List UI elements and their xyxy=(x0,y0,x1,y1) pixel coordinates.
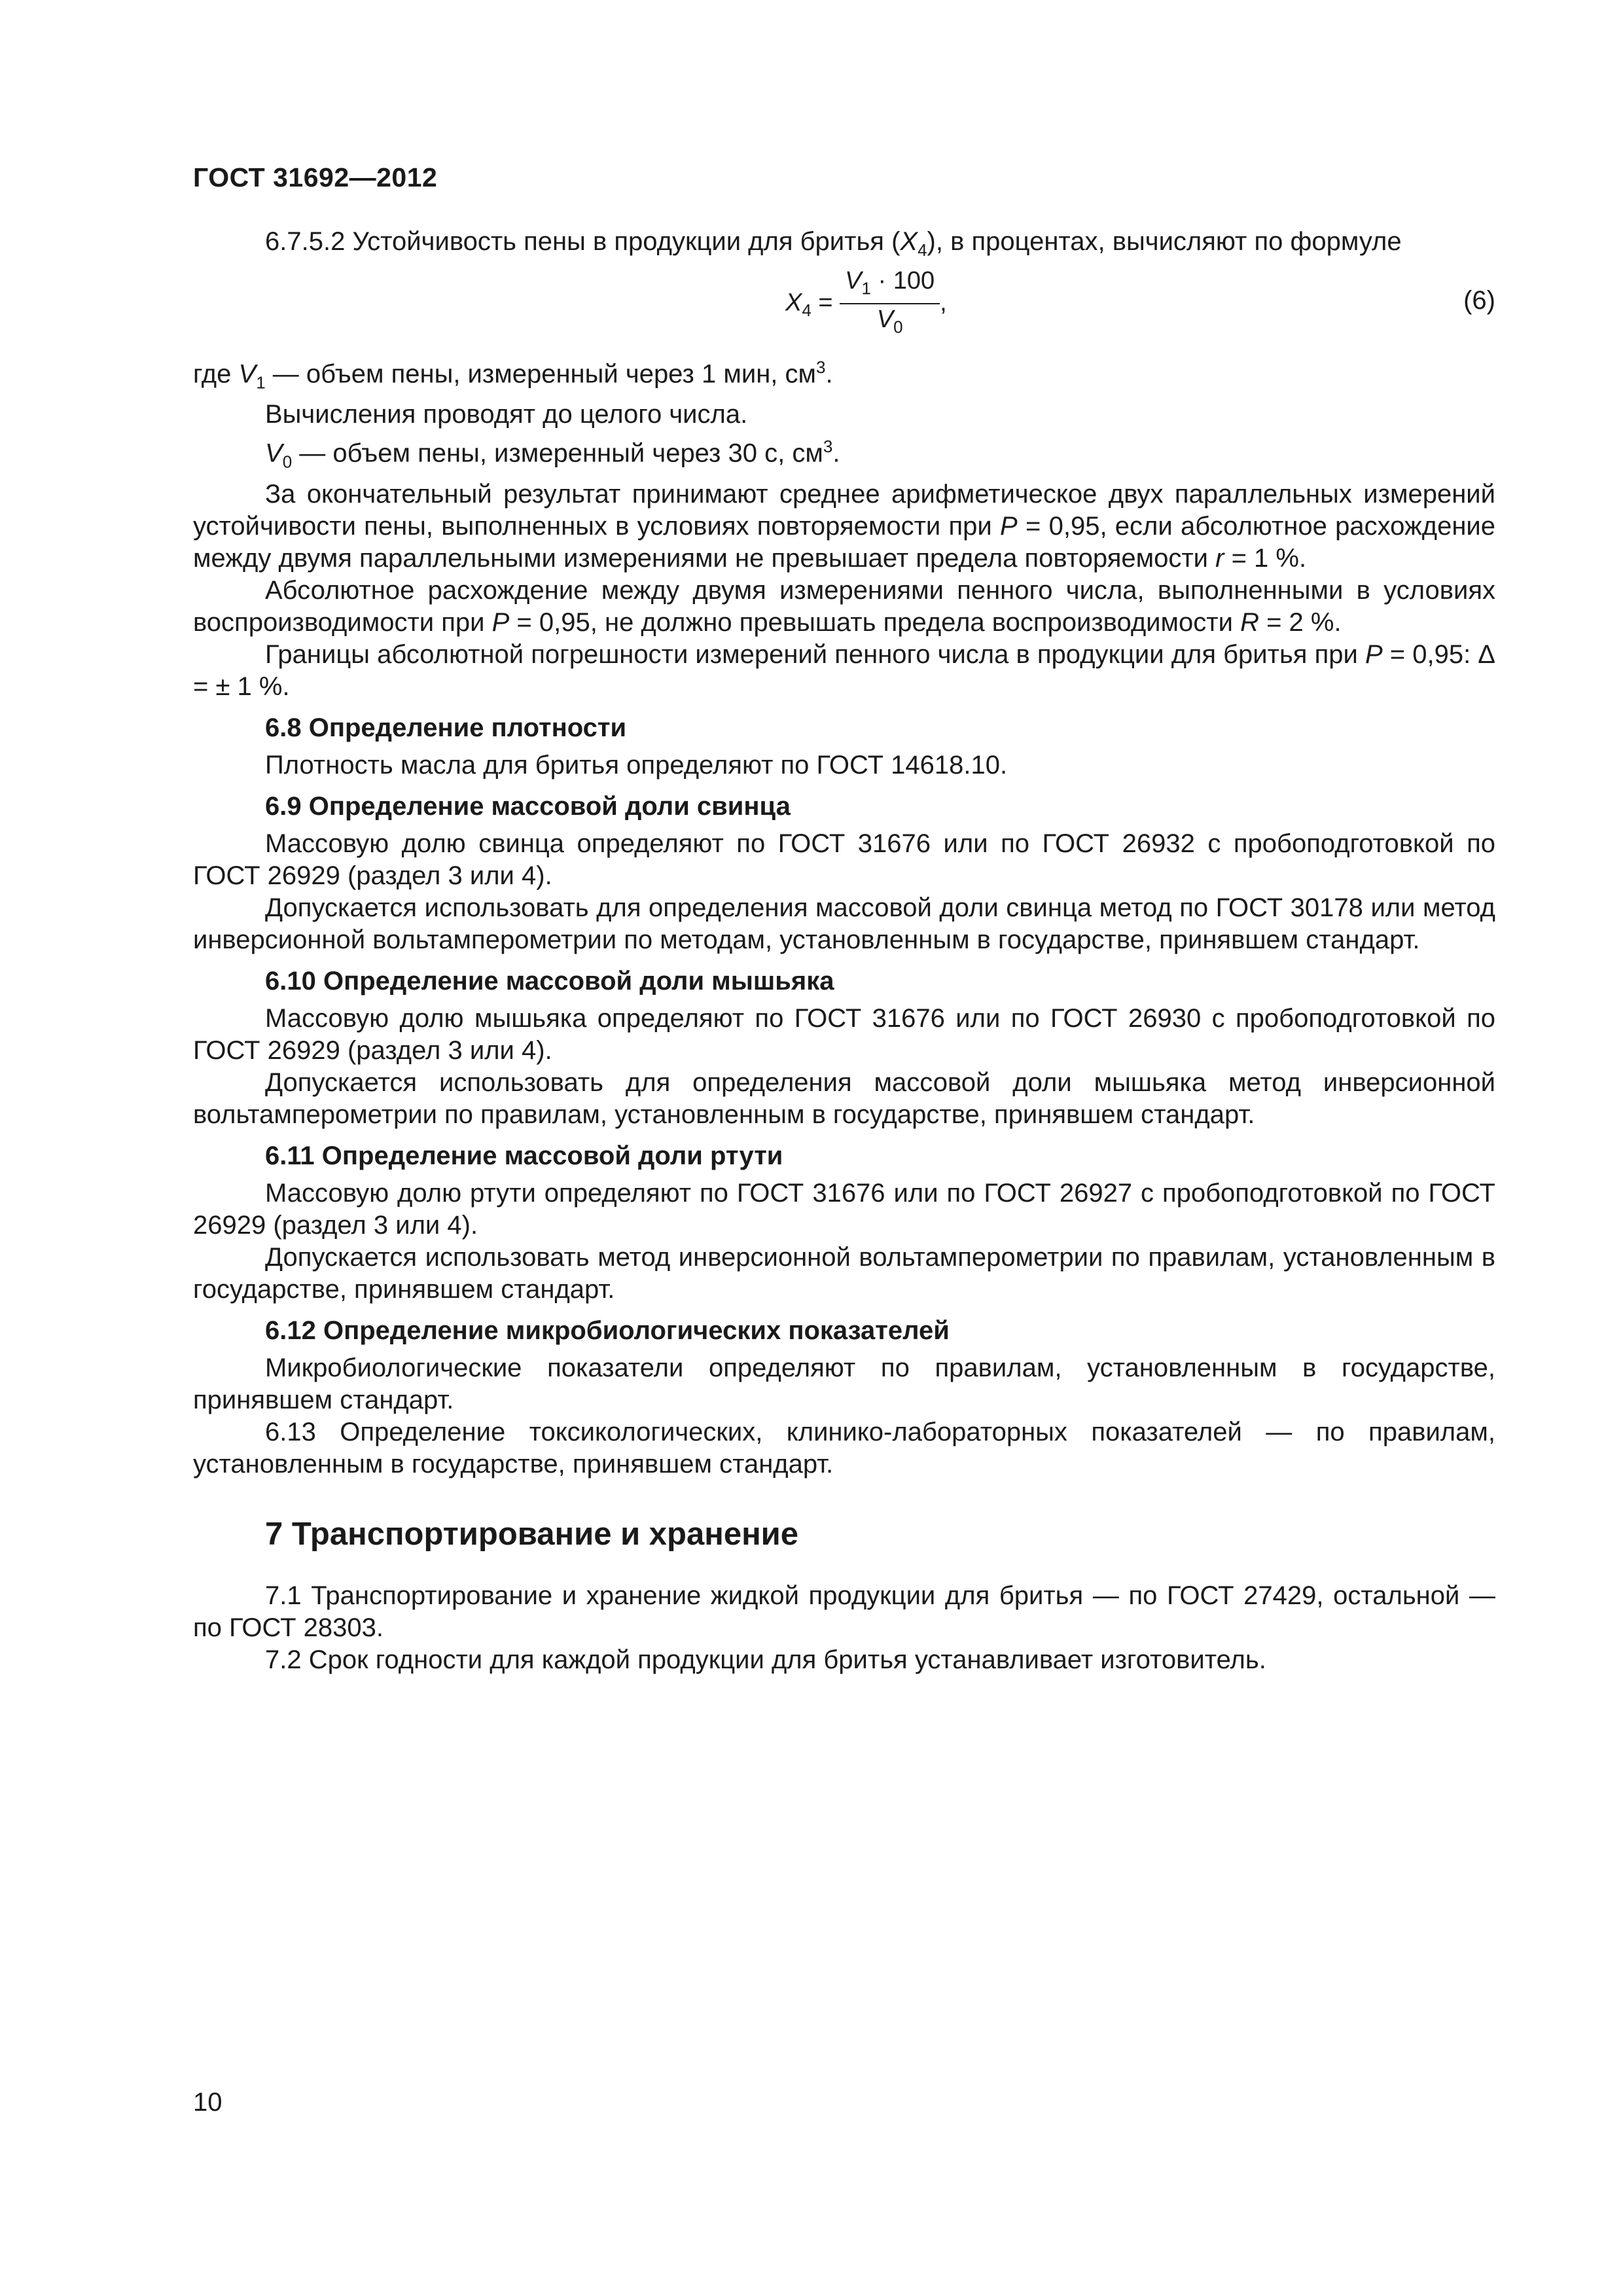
numerator-subscript: 1 xyxy=(861,278,871,298)
formula-equals: = xyxy=(811,289,840,317)
intro-variable: X xyxy=(900,227,918,256)
section-6-8-title: 6.8 Определение плотности xyxy=(265,713,627,742)
where-v1 xyxy=(193,351,1495,399)
where-v0-superscript: 3 xyxy=(823,437,833,457)
formula-lhs-subscript: 4 xyxy=(802,300,812,321)
formula-expression xyxy=(785,266,947,342)
section-6-11-title: 6.11 Определение массовой доли ртути xyxy=(265,1141,783,1170)
where-v1-variable: V xyxy=(238,359,257,389)
formula-number: (6) xyxy=(1463,286,1495,315)
section-7-title: 7 Транспортирование и хранение xyxy=(265,1516,799,1552)
section-6-11-text-1: Массовую долю ртути определяют по ГОСТ 31676 или по ГОСТ 26927 с пробоподготовкой по ГОСТ 26929 (раздел 3 или 4). xyxy=(193,1178,1495,1240)
result-paragraph xyxy=(193,478,1495,575)
bounds-paragraph xyxy=(193,639,1495,703)
result-text-1: За окончательный результат принимают среднее арифметическое двух параллельных измерений устойчивости пены, выполненных в условиях повторяемости при xyxy=(193,479,1495,541)
section-6-8-text: Плотность масла для бритья определяют по ГОСТ 14618.10. xyxy=(265,750,1008,780)
section-7-2-text: 7.2 Срок годности для каждой продукции для бритья устанавливает изготовитель. xyxy=(265,1645,1266,1674)
section-6-9-title: 6.9 Определение массовой доли свинца xyxy=(265,791,791,821)
result-text-3: = 1 %. xyxy=(1224,543,1307,573)
result-r: r xyxy=(1215,543,1224,573)
paragraph-6-7-5-2-intro xyxy=(193,226,1495,266)
section-6-9-text-2: Допускается использовать для определения массовой доли свинца метод по ГОСТ 30178 или метод инверсионной вольтамперометрии по методам, установленным в государстве, принявшем стандарт. xyxy=(193,893,1495,954)
denominator-subscript: 0 xyxy=(893,317,903,337)
formula-fraction xyxy=(840,266,940,342)
repro-text-1: Абсолютное расхождение между двумя измерениями пенного числа, выполненными в условиях воспроизводимости при xyxy=(193,575,1495,637)
section-6-10-text-1: Массовую долю мышьяка определяют по ГОСТ 31676 или по ГОСТ 26930 с пробоподготовкой по ГОСТ 26929 (раздел 3 или 4). xyxy=(193,1003,1495,1065)
numerator-variable: V xyxy=(845,267,862,295)
section-6-10-text-2: Допускается использовать для определения массовой доли мышьяка метод инверсионной вольтамперометрии по правилам, установленным в государстве, принявшем стандарт. xyxy=(193,1067,1495,1129)
where-v0-subscript: 0 xyxy=(282,452,293,472)
repro-paragraph xyxy=(193,575,1495,639)
where-v1-text: — объем пены, измеренный через 1 мин, см xyxy=(265,359,817,389)
where-v0-variable: V xyxy=(265,439,283,468)
formula-lhs: X xyxy=(785,289,802,317)
repro-P: P xyxy=(491,607,510,637)
bounds-P: P xyxy=(1364,639,1383,669)
section-7-1-text: 7.1 Транспортирование и хранение жидкой продукции для бритья — по ГОСТ 27429, остальной — по ГОСТ 28303. xyxy=(193,1581,1495,1642)
formula-denominator xyxy=(840,304,940,342)
document-body xyxy=(193,226,1495,1676)
repro-text-3: = 2 %. xyxy=(1258,607,1342,637)
numerator-rest: · 100 xyxy=(870,267,935,295)
denominator-variable: V xyxy=(876,305,894,333)
result-P: P xyxy=(1000,511,1018,541)
section-6-12-title: 6.12 Определение микробиологических показателей xyxy=(265,1316,950,1345)
page-number: 10 xyxy=(193,2088,223,2117)
where-v0-end: . xyxy=(832,439,840,468)
where-prefix: где xyxy=(193,359,239,389)
section-6-9-text-1: Массовую долю свинца определяют по ГОСТ 31676 или по ГОСТ 26932 с пробоподготовкой по ГОСТ 26929 (раздел 3 или 4). xyxy=(193,829,1495,890)
repro-R: R xyxy=(1240,607,1259,637)
where-v1-superscript: 3 xyxy=(816,357,826,377)
formula-numerator xyxy=(840,266,940,304)
section-6-10-title: 6.10 Определение массовой доли мышьяка xyxy=(265,966,834,996)
bounds-text-2: = 0,95: Δ = ± 1 %. xyxy=(193,639,1496,701)
formula-6 xyxy=(193,266,1495,351)
repro-text-2: = 0,95, не должно превышать предела воспроизводимости xyxy=(509,607,1241,637)
intro-subscript: 4 xyxy=(918,240,927,260)
where-v1-subscript: 1 xyxy=(256,372,266,393)
formula-tail: , xyxy=(940,289,947,317)
section-6-11-text-2: Допускается использовать метод инверсионной вольтамперометрии по правилам, установленным в государстве, принявшем стандарт. xyxy=(193,1242,1495,1304)
intro-text: 6.7.5.2 Устойчивость пены в продукции для бритья ( xyxy=(265,227,901,256)
document-header: ГОСТ 31692—2012 xyxy=(193,162,438,192)
intro-end-text: ), в процентах, вычисляют по формуле xyxy=(927,227,1402,256)
result-text-2: = 0,95, если абсолютное расхождение между двумя параллельными измерениями не превышает предела повторяемости xyxy=(193,511,1495,573)
where-v0-text: — объем пены, измеренный через 30 с, см xyxy=(292,439,823,468)
section-6-12-text-1: Микробиологические показатели определяют по правилам, установленным в государстве, принявшем стандарт. xyxy=(193,1353,1495,1414)
bounds-text-1: Границы абсолютной погрешности измерений пенного числа в продукции для бритья при xyxy=(265,639,1365,669)
section-6-13-text: 6.13 Определение токсикологических, клинико-лабораторных показателей — по правилам, установленным в государстве, принявшем стандарт. xyxy=(193,1417,1495,1479)
calc-note: Вычисления проводят до целого числа. xyxy=(265,400,748,429)
where-v0 xyxy=(193,431,1495,478)
where-v1-end: . xyxy=(825,359,833,389)
